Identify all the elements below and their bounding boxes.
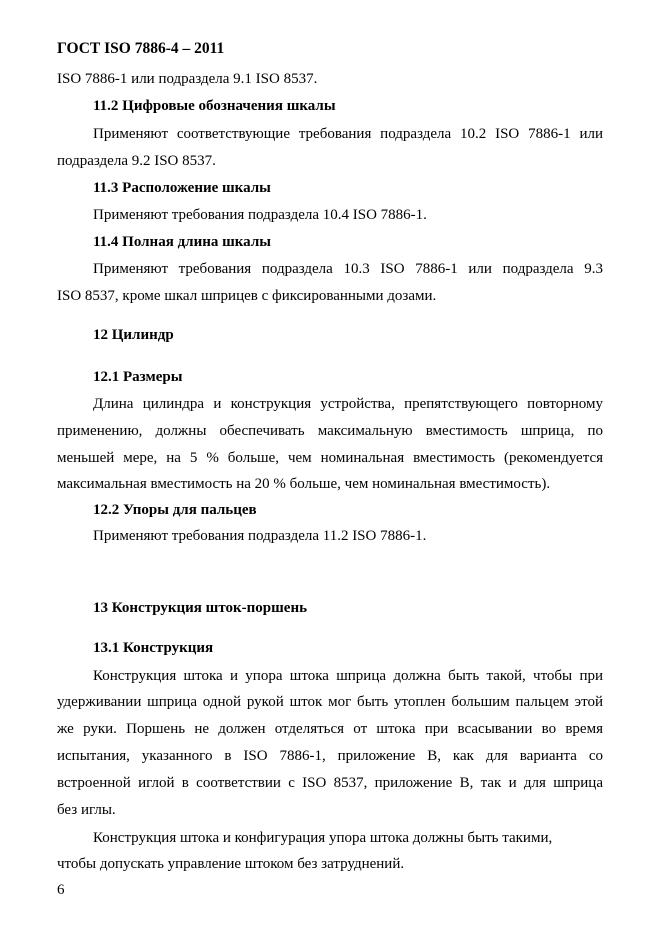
paragraph-line: Длина цилиндра и конструкция устройства, препятствующего повторному	[93, 396, 603, 412]
section-heading-11-3: 11.3 Расположение шкалы	[93, 180, 271, 196]
section-heading-11-2: 11.2 Цифровые обозначения шкалы	[93, 98, 336, 114]
paragraph-line: же руки. Поршень не должен отделяться от штока при всасывании во время	[57, 721, 603, 737]
paragraph-line: встроенной иглой в соответствии с ISO 8537, приложение В, так и для шприца	[57, 775, 603, 791]
paragraph-line: ISO 8537, кроме шкал шприцев с фиксированными дозами.	[57, 288, 437, 304]
paragraph-line: Применяют требования подраздела 11.2 ISO 7886-1.	[93, 528, 427, 544]
paragraph-line: Применяют требования подраздела 10.3 ISO 7886-1 или подраздела 9.3	[93, 261, 603, 277]
section-heading-12-2: 12.2 Упоры для пальцев	[93, 502, 257, 518]
paragraph-line: Конструкция штока и конфигурация упора штока должны быть такими,	[93, 830, 553, 846]
paragraph-line: удерживании шприца одной рукой шток мог быть утоплен большим пальцем этой	[57, 694, 603, 710]
section-heading-11-4: 11.4 Полная длина шкалы	[93, 234, 271, 250]
page-number: 6	[57, 882, 65, 898]
paragraph-line: Применяют соответствующие требования подраздела 10.2 ISO 7886-1 или	[93, 126, 603, 142]
paragraph-line: ISO 7886-1 или подраздела 9.1 ISO 8537.	[57, 71, 318, 87]
section-heading-13: 13 Конструкция шток-поршень	[93, 600, 308, 616]
paragraph-line: испытания, указанного в ISO 7886-1, приложение В, как для варианта со	[57, 748, 603, 764]
paragraph-line: Конструкция штока и упора штока шприца должна быть такой, чтобы при	[93, 668, 603, 684]
paragraph-line: чтобы допускать управление штоком без затруднений.	[57, 856, 405, 872]
paragraph-line: подраздела 9.2 ISO 8537.	[57, 153, 216, 169]
paragraph-line: максимальная вместимость на 20 % больше, чем номинальная вместимость).	[57, 476, 551, 492]
paragraph-line: меньшей мере, на 5 % больше, чем номинальная вместимость (рекомендуется	[57, 450, 603, 466]
document-header: ГОСТ ISO 7886-4 – 2011	[57, 40, 225, 57]
section-heading-13-1: 13.1 Конструкция	[93, 640, 214, 656]
section-heading-12-1: 12.1 Размеры	[93, 369, 183, 385]
section-heading-12: 12 Цилиндр	[93, 327, 174, 343]
paragraph-line: без иглы.	[57, 802, 116, 818]
paragraph-line: применению, должны обеспечивать максимальную вместимость шприца, по	[57, 423, 603, 439]
paragraph-line: Применяют требования подраздела 10.4 ISO 7886-1.	[93, 207, 427, 223]
